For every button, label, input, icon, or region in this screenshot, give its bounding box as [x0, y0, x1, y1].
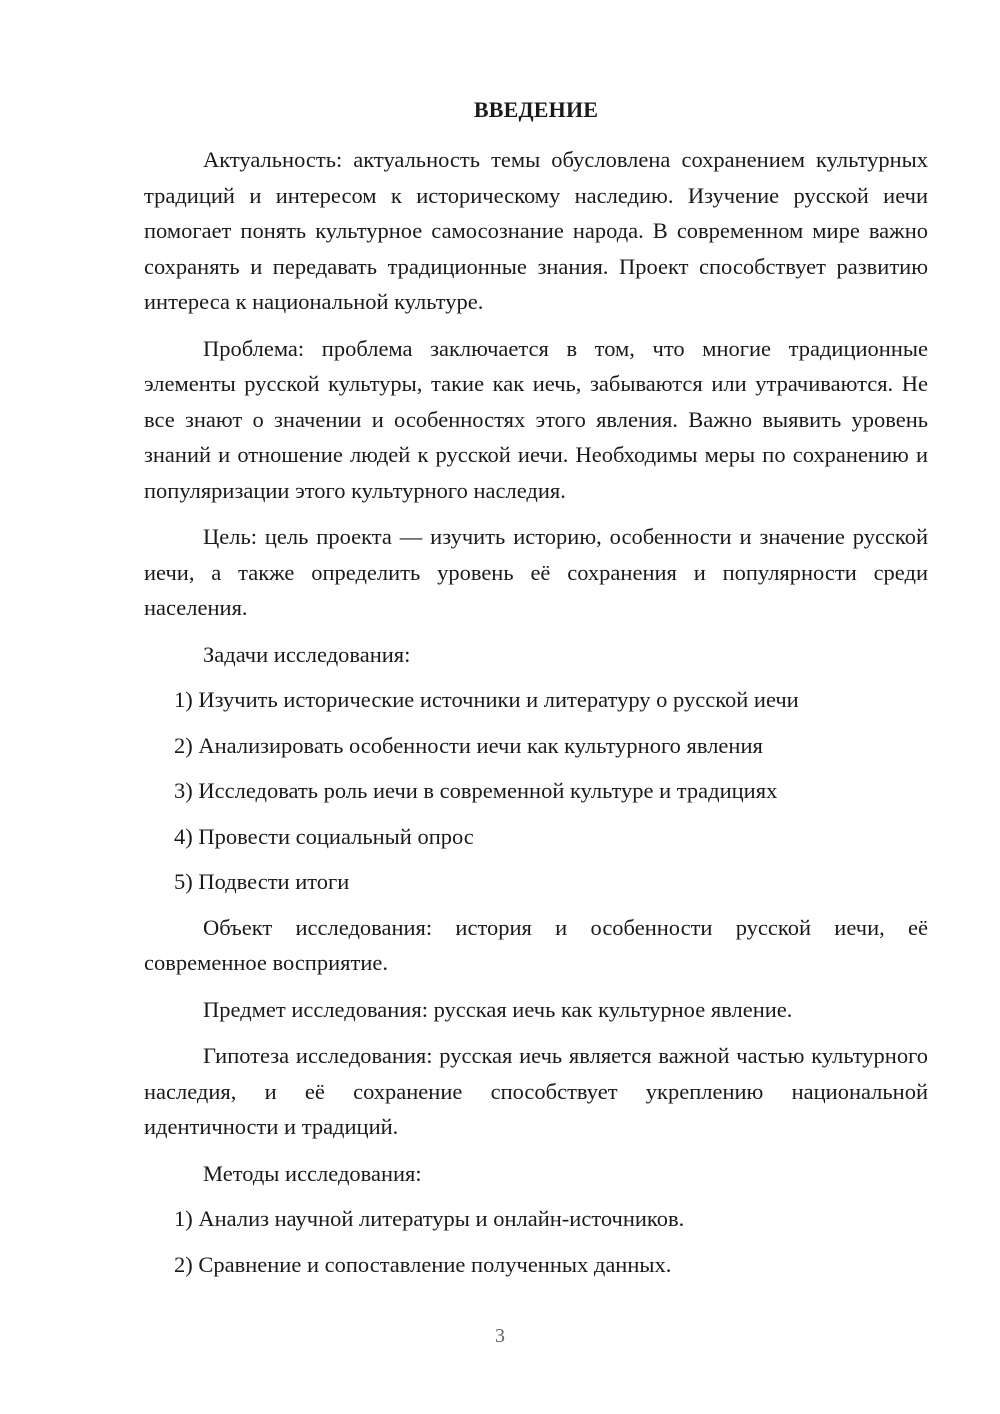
- list-item: 2) Сравнение и сопоставление полученных данных.: [174, 1251, 672, 1277]
- section-title: ВВЕДЕНИЕ: [473, 97, 599, 122]
- methods-label: Методы исследования:: [203, 1160, 422, 1186]
- subject-paragraph: Предмет исследования: русская иечь как культурное явление.: [203, 996, 793, 1022]
- list-item: 1) Анализ научной литературы и онлайн-источников.: [174, 1206, 685, 1231]
- goal-paragraph: Цель: цель проекта — изучить историю, особенности и значение русской иечи, а также определить уровень её сохранения и популярности среди населения.: [144, 524, 928, 620]
- page-number: 3: [495, 1325, 505, 1347]
- list-item: 2) Анализировать особенности иечи как культурного явления: [174, 732, 763, 758]
- hypothesis-paragraph: Гипотеза исследования: русская иечь является важной частью культурного наследия, и её сохранение способствует укреплению национальной идентичности и традиций.: [144, 1043, 928, 1139]
- list-item: 3) Исследовать роль иечи в современной культуре и традициях: [174, 778, 778, 803]
- tasks-label: Задачи исследования:: [203, 641, 411, 667]
- relevance-paragraph: Актуальность: актуальность темы обусловлена сохранением культурных традиций и интересом к историческому наследию. Изучение русской иечи помогает понять культурное самосознание народа. В современном мире важно сохранять и передавать традиционные знания. Проект способствует развитию интереса к национальной культуре.: [144, 147, 928, 314]
- tasks-list: [144, 682, 928, 900]
- document-page: [144, 94, 928, 1292]
- list-item: 4) Провести социальный опрос: [174, 823, 474, 849]
- methods-list: [144, 1201, 928, 1282]
- problem-paragraph: Проблема: проблема заключается в том, что многие традиционные элементы русской культуры, такие как иечь, забываются или утрачиваются. Не все знают о значении и особенностях этого явления. Важно выявить уровень знаний и отношение людей к русской иечи. Необходимы меры по сохранению и популяризации этого культурного наследия.: [144, 335, 928, 503]
- object-paragraph: Объект исследования: история и особенности русской иечи, её современное восприятие.: [144, 914, 928, 975]
- list-item: 5) Подвести итоги: [174, 869, 350, 894]
- list-item: 1) Изучить исторические источники и литературу о русской иечи: [174, 687, 799, 712]
